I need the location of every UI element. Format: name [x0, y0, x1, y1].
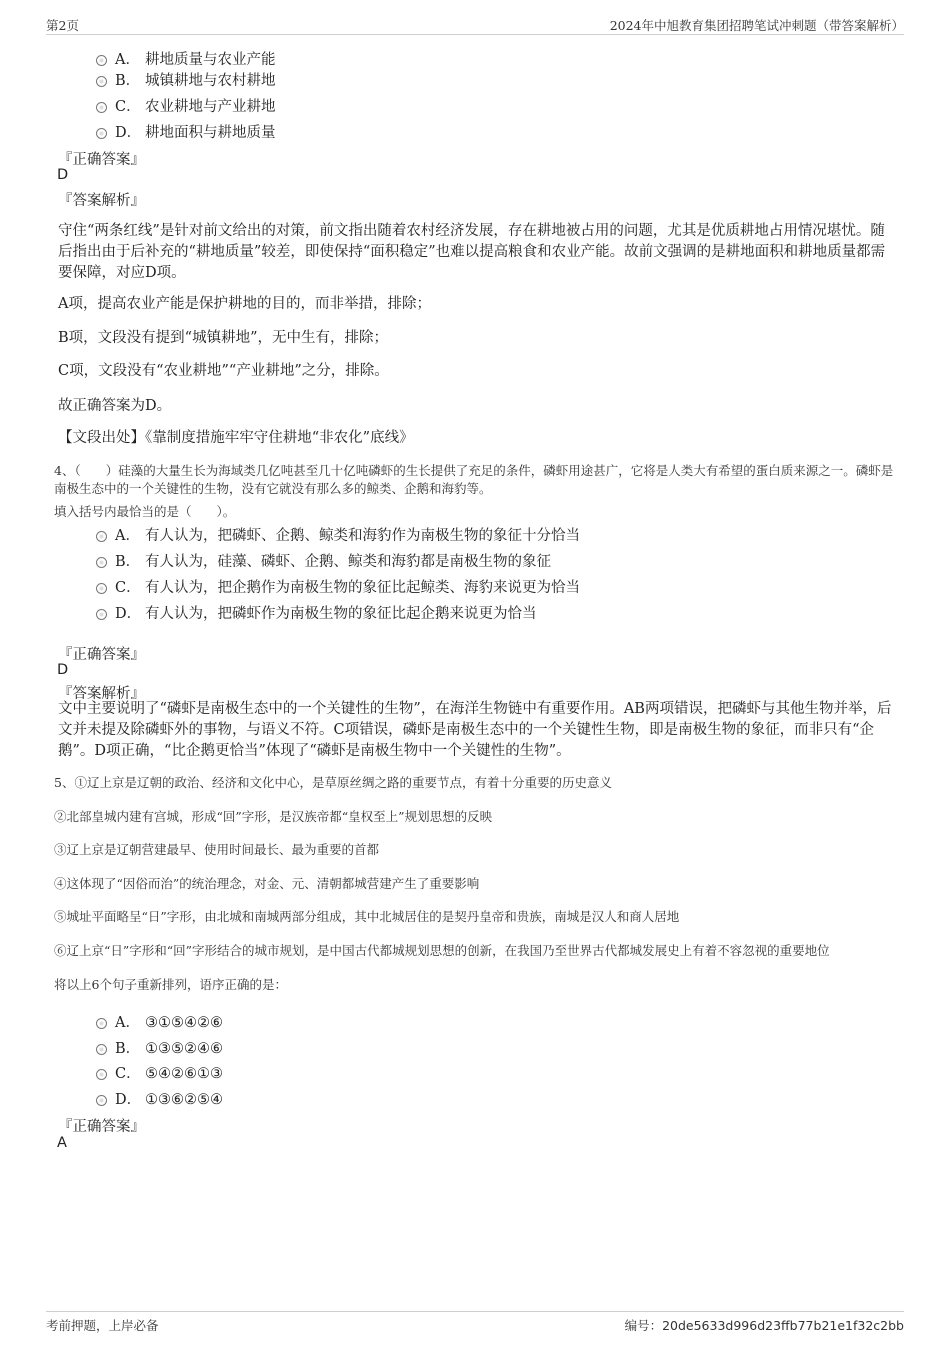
q3-option-a[interactable]: A． 耕地质量与农业产能: [96, 48, 276, 69]
q3-option-b[interactable]: B． 城镇耕地与农村耕地: [96, 69, 276, 90]
q3-analysis-b: B项，文段没有提到“城镇耕地”，无中生有，排除；: [58, 330, 388, 346]
q5-sentence-4: ④这体现了“因俗而治”的统治理念，对金、元、清朝都城营建产生了重要影响: [54, 876, 480, 891]
q3-analysis-a: A项，提高农业产能是保护耕地的目的，而非举措，排除；: [58, 296, 431, 312]
q4-option-d[interactable]: D． 有人认为，把磷虾作为南极生物的象征比起企鹅来说更为恰当: [96, 602, 537, 623]
radio-icon[interactable]: [96, 55, 107, 66]
radio-icon[interactable]: [96, 583, 107, 594]
q4-stem: 4、（ ）硅藻的大量生长为海域类几亿吨甚至几十亿吨磷虾的生长提供了充足的条件，磷虾用途甚广，它将是人类大有希望的蛋白质来源之一。磷虾是南极生态中的一个关键性的生物，没有它就没有那么多的鲸类、企鹅和海豹等。: [54, 463, 894, 496]
q5-sentence-2: ②北部皇城内建有宫城，形成“回”字形，是汉族帝都“皇权至上”规划思想的反映: [54, 809, 493, 824]
page-footer: [46, 1311, 904, 1333]
radio-icon[interactable]: [96, 609, 107, 620]
radio-icon[interactable]: [96, 1018, 107, 1029]
q5-prompt: 将以上6个句子重新排列，语序正确的是：: [54, 977, 287, 992]
q5-sentence-6: ⑥辽上京“日”字形和“回”字形结合的城市规划，是中国古代都城规划思想的创新，在我国乃至世界古代都城发展史上有着不容忽视的重要地位: [54, 943, 830, 958]
q5-answer-label: 『正确答案』: [58, 1119, 145, 1135]
q5-sentence-5: ⑤城址平面略呈“日”字形，由北城和南城两部分组成，其中北城居住的是契丹皇帝和贵族，南城是汉人和商人居地: [54, 909, 680, 924]
q3-source: 【文段出处】《靠制度措施牢牢守住耕地“非农化”底线》: [58, 430, 414, 446]
q5-option-c[interactable]: C． ⑤④②⑥①③: [96, 1062, 223, 1083]
q4-prompt: 填入括号内最恰当的是（ ）。: [54, 504, 236, 519]
q3-analysis-c: C项，文段没有“农业耕地”“产业耕地”之分，排除。: [58, 363, 389, 379]
page-header: [46, 16, 904, 35]
radio-icon[interactable]: [96, 1069, 107, 1080]
q4-answer: D: [57, 662, 69, 678]
radio-icon[interactable]: [96, 128, 107, 139]
q5-option-d[interactable]: D． ①③⑥②⑤④: [96, 1088, 223, 1109]
q4-analysis: 文中主要说明了“磷虾是南极生态中的一个关键性的生物”，在海洋生物链中有重要作用。AB两项错误，把磷虾与其他生物并举，后文并未提及除磷虾外的事物，与语义不符。C项错误，磷虾是南极生态中的一个关键性生物，即是南极生物的象征，而非只有“企鹅”。D项正确，“比企鹅更恰当”体现了“磷虾是南极生物中一个关键性的生物”。: [58, 701, 892, 759]
radio-icon[interactable]: [96, 557, 107, 568]
q3-option-d[interactable]: D． 耕地面积与耕地质量: [96, 121, 276, 142]
q4-option-b[interactable]: B． 有人认为，硅藻、磷虾、企鹅、鲸类和海豹都是南极生物的象征: [96, 550, 551, 571]
page-number: 第2页: [46, 18, 79, 33]
q5-option-b[interactable]: B． ①③⑤②④⑥: [96, 1037, 223, 1058]
radio-icon[interactable]: [96, 102, 107, 113]
q4-analysis-label: 『答案解析』: [58, 686, 145, 702]
q3-analysis: 守住“两条红线”是针对前文给出的对策，前文指出随着农村经济发展，存在耕地被占用的问题，尤其是优质耕地占用情况堪忧。随后指出由于后补充的“耕地质量”较差，即使保持“面积稳定”也难以提高粮食和农业产能。故前文强调的是耕地面积和耕地质量都需要保障，对应D项。: [58, 223, 886, 281]
document-title: 2024年中旭教育集团招聘笔试冲刺题（带答案解析）: [609, 18, 904, 33]
q5-answer: A: [57, 1135, 67, 1151]
q3-answer: D: [57, 167, 69, 183]
footer-slogan: 考前押题，上岸必备: [46, 1318, 159, 1333]
q3-analysis-end: 故正确答案为D。: [58, 398, 172, 414]
q3-option-c[interactable]: C． 农业耕地与产业耕地: [96, 95, 276, 116]
document-id: 编号：20de5633d996d23ffb77b21e1f32c2bb: [624, 1318, 904, 1333]
radio-icon[interactable]: [96, 76, 107, 87]
radio-icon[interactable]: [96, 1044, 107, 1055]
q4-option-a[interactable]: A． 有人认为，把磷虾、企鹅、鲸类和海豹作为南极生物的象征十分恰当: [96, 524, 580, 545]
q5-sentence-3: ③辽上京是辽朝营建最早、使用时间最长、最为重要的首都: [54, 842, 380, 857]
radio-icon[interactable]: [96, 1095, 107, 1106]
q3-analysis-label: 『答案解析』: [58, 193, 145, 209]
q5-option-a[interactable]: A． ③①⑤④②⑥: [96, 1011, 223, 1032]
q4-option-c[interactable]: C． 有人认为，把企鹅作为南极生物的象征比起鲸类、海豹来说更为恰当: [96, 576, 580, 597]
q4-answer-label: 『正确答案』: [58, 647, 145, 663]
q3-answer-label: 『正确答案』: [58, 152, 145, 168]
q5-sentence-1: 5、①辽上京是辽朝的政治、经济和文化中心，是草原丝绸之路的重要节点，有着十分重要的历史意义: [54, 775, 612, 790]
radio-icon[interactable]: [96, 531, 107, 542]
